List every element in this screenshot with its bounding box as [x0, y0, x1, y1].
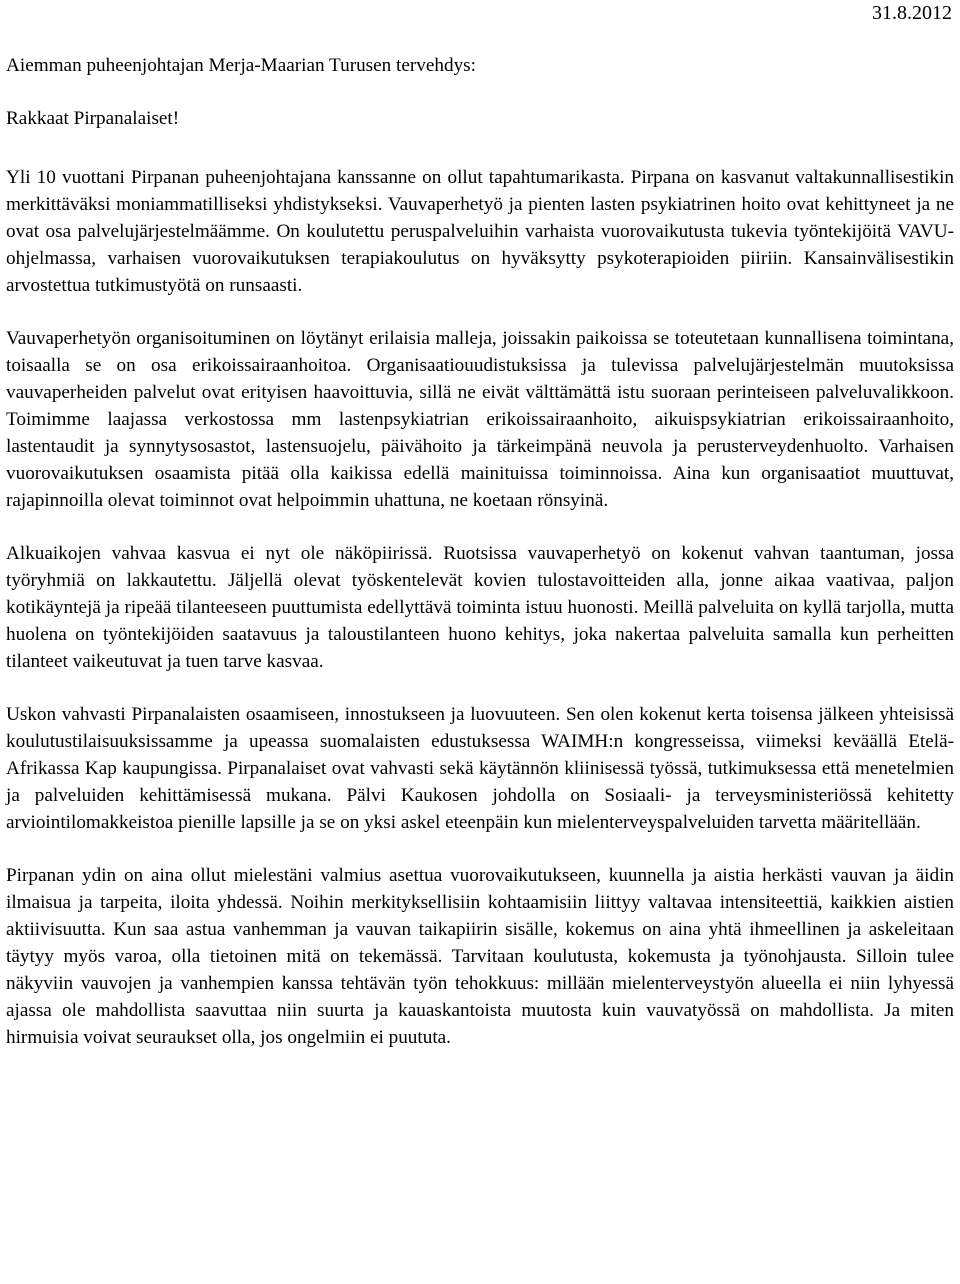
spacer: [6, 514, 954, 540]
paragraph-1: Yli 10 vuottani Pirpanan puheenjohtajana kanssanne on ollut tapahtumarikasta. Pirpana on kasvanut valtakunnallisestikin merkittäväksi moniammatilliseksi yhdistykseksi. Vauvaperhetyö ja pienten lasten psykiatrinen hoito ovat kehittyneet ja ne ovat osa palvelujärjestelmäämme. On koulutettu peruspalveluihin varhaista vuorovaikutusta tukevia työntekijöitä VAVU- ohjelmassa, varhaisen vuorovaikutuksen terapiakoulutus on hyväksytty psykoterapioiden piiriin. Kansainvälisestikin arvostettua tutkimustyötä on runsaasti.: [6, 167, 954, 296]
salutation: Rakkaat Pirpanalaiset!: [6, 108, 180, 129]
spacer: [6, 675, 954, 701]
document-body: [6, 52, 954, 1051]
spacer: [6, 79, 954, 105]
paragraph-2: Vauvaperhetyön organisoituminen on löytänyt erilaisia malleja, joissakin paikoissa se toteutetaan kunnallisena toimintana, toisaalla se on osa erikoissairaanhoitoa. Organisaatiouudistuksissa ja tulevissa palvelujärjestelmän muutoksissa vauvaperheiden palvelut ovat erityisen haavoittuvia, sillä ne eivät välttämättä istu suoraan perinteiseen palveluvalikkoon. Toimimme laajassa verkostossa mm lastenpsykiatrian erikoissairaanhoito, aikuispsykiatrian erikoissairaanhoito, lastentaudit ja synnytysosastot, lastensuojelu, päivähoito ja tärkeimpänä neuvola ja perusterveydenhuolto. Varhaisen vuorovaikutuksen osaamista pitää olla kaikissa edellä mainituissa toiminnoissa. Aina kun organisaatiot muuttuvat, rajapinnoilla olevat toiminnot ovat helpoimmin uhattuna, ne koetaan rönsyinä.: [6, 328, 954, 511]
spacer: [6, 836, 954, 862]
paragraph-4: Uskon vahvasti Pirpanalaisten osaamiseen, innostukseen ja luovuuteen. Sen olen kokenut kerta toisensa jälkeen yhteisissä koulutustilaisuuksissamme ja upeassa suomalaisten edustuksessa WAIMH:n kongresseissa, viimeksi keväällä Etelä-Afrikassa Kap kaupungissa. Pirpanalaiset ovat vahvasti sekä käytännön kliinisessä työssä, tutkimuksessa että menetelmien ja palveluiden kehittämisessä mukana. Pälvi Kaukosen johdolla on Sosiaali- ja terveysministeriössä kehitetty arviointilomakkeistoa pienille lapsille ja se on yksi askel eteenpäin kun mielenterveyspalveluiden tarvetta määritellään.: [6, 704, 954, 833]
paragraph-5: Pirpanan ydin on aina ollut mielestäni valmius asettua vuorovaikutukseen, kuunnella ja aistia herkästi vauvan ja äidin ilmaisua ja tarpeita, iloita yhdessä. Noihin merkityksellisiin kohtaamisiin liittyy valtavaa intensiteettiä, kaikkien aistien aktiivisuutta. Kun saa astua vanhemman ja vauvan taikapiirin sisälle, kokemus on aina yhtä ihmeellinen ja askeleitaan täytyy myös varoa, olla tietoinen mitä on tekemässä. Tarvitaan koulutusta, kokemusta ja työnohjausta. Silloin tulee näkyviin vauvojen ja vanhempien kanssa tehtävän työn tehokkuus: millään mielenterveystyön alueella ei niin lyhyessä ajassa ole mahdollista saavuttaa niin suurta ja kauaskantoista muutosta kuin vauvatyössä on mahdollista. Ja miten hirmuisia voivat seuraukset olla, jos ongelmiin ei puututa.: [6, 865, 954, 1048]
document-heading: Aiemman puheenjohtajan Merja-Maarian Turusen tervehdys:: [6, 55, 476, 76]
paragraph-3: Alkuaikojen vahvaa kasvua ei nyt ole näköpiirissä. Ruotsissa vauvaperhetyö on kokenut vahvan taantuman, jossa työryhmiä on lakkautettu. Jäljellä olevat työskentelevät kovien tulostavoitteiden alla, jonne aikaa vaativaa, paljon kotikäyntejä ja ripeää tilanteeseen puuttumista edellyttävä toiminta istuu huonosti. Meillä palveluita on kyllä tarjolla, mutta huolena on työntekijöiden saatavuus ja taloustilanteen huono kehitys, joka nakertaa palveluita samalla kun perheitten tilanteet vaikeutuvat ja tuen tarve kasvaa.: [6, 543, 954, 672]
spacer: [6, 132, 954, 164]
document-date: 31.8.2012: [872, 2, 952, 24]
spacer: [6, 299, 954, 325]
